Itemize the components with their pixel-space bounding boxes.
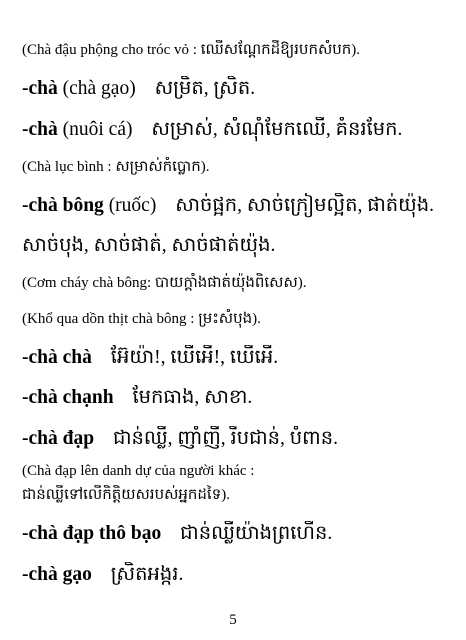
note-text: (Chà đậu phộng cho tróc vỏ : ឈើសណ្ដែកដីឱ្យរបកសំបក). xyxy=(22,42,361,58)
definition: ជាន់ឈ្លី, ញាំញី, រឹបជាន់, បំពាន. xyxy=(112,428,338,449)
sense: (ruốc) xyxy=(108,195,157,216)
entry-note xyxy=(22,273,456,293)
note-text: (Cơm cháy chà bông: បាយក្ដាំងផាត់យ៉ុងពិសេស). xyxy=(22,275,307,291)
entry-line xyxy=(22,193,456,219)
definition: សម្រិត, ស្រិត. xyxy=(154,78,256,99)
entry-note xyxy=(22,461,456,481)
entry-line xyxy=(22,117,456,143)
headword: -chà chạnh xyxy=(22,387,114,408)
entry-line xyxy=(22,426,456,452)
entry-line xyxy=(22,385,456,411)
headword: -chà xyxy=(22,78,58,99)
definition: មែកធាង, សាខា. xyxy=(132,387,253,408)
note-text: (Khổ qua dồn thịt chà bông : ម្រះសំបុង). xyxy=(22,311,261,327)
headword: -chà đạp xyxy=(22,428,95,449)
entry-line xyxy=(22,521,456,547)
headword: -chà bông xyxy=(22,195,104,216)
entry-note xyxy=(22,309,456,329)
definition: សម្រាស់, សំណុំមែកឈើ, គំនរមែក. xyxy=(151,119,403,140)
entry-line xyxy=(22,76,456,102)
sense: (nuôi cá) xyxy=(62,119,133,140)
sense: (chà gạo) xyxy=(62,78,136,99)
entry-note xyxy=(22,485,456,505)
entry-line xyxy=(22,562,456,588)
entry-note xyxy=(22,157,456,177)
page-number: 5 xyxy=(229,612,237,628)
definition: អ៊ែយ៉ា!, ឃើអើ!, ឃើអើ. xyxy=(110,347,279,368)
headword: -chà chà xyxy=(22,347,92,368)
headword: -chà xyxy=(22,119,58,140)
note-text: ជាន់ឈ្លីទៅលើកិត្តិយសរបស់អ្នកដទៃ). xyxy=(22,487,230,503)
definition: ជាន់ឈ្លីយ៉ាងព្រហើន. xyxy=(180,523,333,544)
definition: សាច់បុង, សាច់ផាត់, សាច់ផាត់យ៉ុង. xyxy=(22,235,276,256)
note-text: (Chà lục bình : សម្រាស់កំប្លោក). xyxy=(22,159,210,175)
definition: ស្រិតអង្ករ. xyxy=(110,564,184,585)
headword: -chà đạp thô bạo xyxy=(22,523,162,544)
headword: -chà gạo xyxy=(22,564,92,585)
definition: សាច់ផ្អក, សាច់ក្រៀមល្អិត, ផាត់យ៉ុង. xyxy=(175,195,434,216)
entry-line xyxy=(22,345,456,371)
entry-continuation xyxy=(22,233,456,259)
entry-note xyxy=(22,40,456,60)
note-text: (Chà đạp lên danh dự của người khác : xyxy=(22,463,255,479)
